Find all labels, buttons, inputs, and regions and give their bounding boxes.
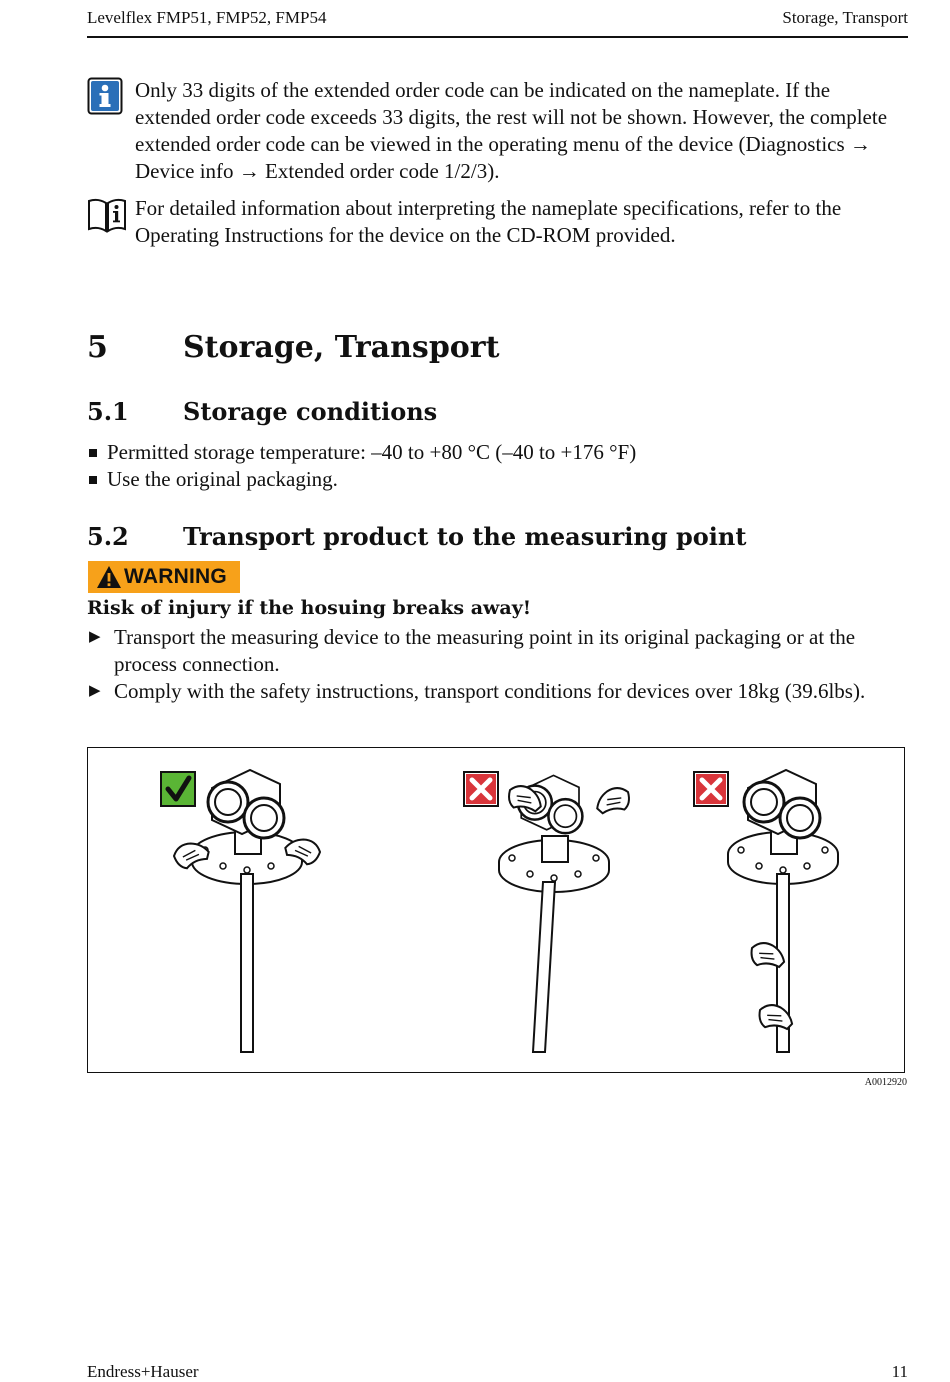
subsection-heading-transport bbox=[87, 522, 746, 551]
section-number: 5 bbox=[87, 330, 108, 365]
note-line: Only 33 digits of the extended order code can be indicated on the nameplate. If the bbox=[135, 78, 831, 102]
subsection-title: Storage conditions bbox=[183, 397, 438, 426]
list-item-text: Permitted storage temperature: –40 to +80 °C (–40 to +176 °F) bbox=[107, 440, 637, 464]
note-line: For detailed information about interpreting the nameplate specifications, refer to the bbox=[135, 196, 842, 220]
risk-statement: Risk of injury if the hosuing breaks away! bbox=[87, 597, 532, 619]
header-chapter: Storage, Transport bbox=[782, 8, 908, 27]
list-item-text: Transport the measuring device to the measuring point in its original packaging or at the bbox=[114, 625, 856, 649]
header-product: Levelflex FMP51, FMP52, FMP54 bbox=[87, 8, 327, 27]
list-item bbox=[87, 624, 907, 678]
note-line: Operating Instructions for the device on the CD-ROM provided. bbox=[135, 223, 676, 247]
reference-note bbox=[87, 195, 907, 249]
warning-label: WARNING bbox=[124, 565, 227, 588]
action-arrow-icon: ▶ bbox=[89, 629, 101, 645]
subsection-number: 5.1 bbox=[87, 397, 129, 426]
list-item bbox=[87, 439, 907, 466]
incorrect-handling-housing-figure bbox=[464, 772, 632, 1052]
footer-brand: Endress+Hauser bbox=[87, 1362, 199, 1381]
bullet-square-icon bbox=[89, 476, 97, 484]
subsection-heading-storage bbox=[87, 397, 437, 426]
list-item bbox=[87, 466, 907, 493]
action-arrow-icon: ▶ bbox=[89, 683, 101, 699]
subsection-number: 5.2 bbox=[87, 522, 129, 551]
page-header bbox=[87, 6, 908, 38]
list-item-text: process connection. bbox=[114, 652, 280, 676]
transport-illustration bbox=[87, 747, 905, 1073]
section-heading bbox=[87, 330, 499, 365]
warning-triangle-icon bbox=[96, 565, 122, 589]
info-note bbox=[87, 77, 907, 185]
note-line: extended order code can be viewed in the operating menu of the device (Diagnostics → bbox=[135, 132, 871, 156]
transport-actions-list bbox=[87, 624, 907, 705]
subsection-title: Transport product to the measuring point bbox=[183, 522, 747, 551]
list-item-text: Comply with the safety instructions, transport conditions for devices over 18kg (39.6lbs). bbox=[114, 679, 866, 703]
figure-code: A0012920 bbox=[864, 1077, 907, 1088]
info-icon bbox=[87, 77, 123, 115]
note-line: extended order code exceeds 33 digits, the rest will not be shown. However, the complete bbox=[135, 105, 888, 129]
book-reference-icon bbox=[87, 195, 127, 235]
warning-badge bbox=[88, 561, 240, 593]
page-number: 11 bbox=[891, 1362, 908, 1381]
incorrect-handling-probe-figure bbox=[694, 770, 838, 1052]
transport-illustration-drawing bbox=[88, 748, 903, 1071]
note-line: Device info → Extended order code 1/2/3). bbox=[135, 159, 500, 183]
list-item bbox=[87, 678, 907, 705]
storage-conditions-list bbox=[87, 439, 907, 493]
bullet-square-icon bbox=[89, 449, 97, 457]
list-item-text: Use the original packaging. bbox=[107, 467, 338, 491]
correct-handling-figure bbox=[161, 770, 322, 1052]
section-title: Storage, Transport bbox=[183, 330, 500, 365]
